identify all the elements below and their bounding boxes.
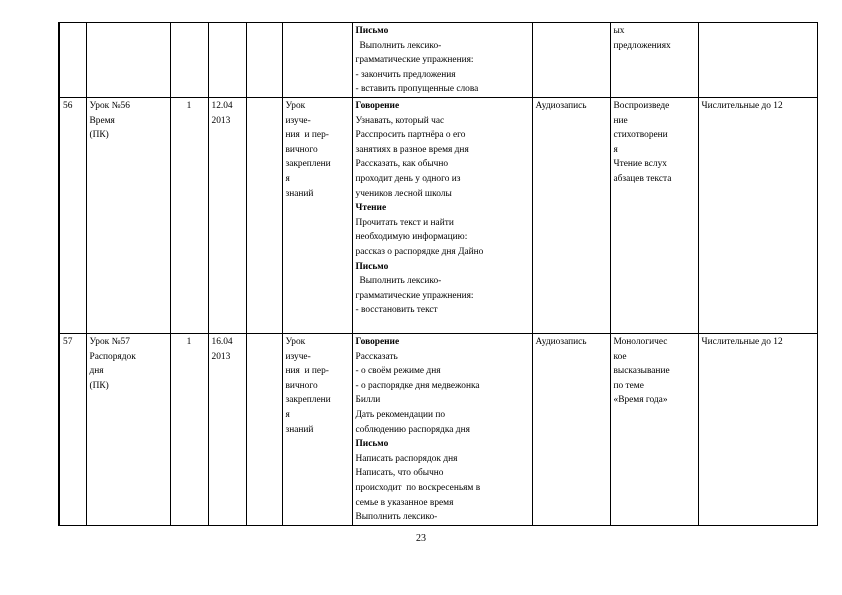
activity-line: Дать рекомендации по bbox=[355, 409, 446, 420]
materials-cell bbox=[532, 333, 610, 525]
activity-line: учеников лесной школы bbox=[355, 188, 452, 199]
hours-cell bbox=[170, 97, 208, 333]
lesson-title-line: Время bbox=[89, 115, 115, 126]
result-line: Воспроизведе bbox=[613, 100, 670, 111]
activity-line: - закончить предложения bbox=[355, 69, 456, 80]
materials-value: Аудиозапись bbox=[535, 336, 587, 347]
results-cell bbox=[610, 23, 698, 98]
lesson-type-line: Урок bbox=[285, 336, 306, 347]
control-value: Числительные до 12 bbox=[701, 336, 783, 347]
lesson-title-cell bbox=[86, 333, 170, 525]
lesson-type-cell bbox=[282, 23, 352, 98]
date-line: 2013 bbox=[211, 115, 231, 126]
result-line: кое bbox=[613, 351, 627, 362]
lesson-type-line: вичного bbox=[285, 380, 318, 391]
materials-cell bbox=[532, 97, 610, 333]
activity-line: соблюдению распорядка дня bbox=[355, 424, 470, 435]
activity-line: грамматические упражнения: bbox=[355, 55, 474, 66]
lesson-type-line: я bbox=[285, 409, 290, 420]
empty-cell bbox=[246, 333, 282, 525]
hours-value: 1 bbox=[186, 100, 192, 111]
lesson-number: 56 bbox=[63, 100, 73, 111]
table-row bbox=[59, 333, 817, 525]
activity-line: Написать, что обычно bbox=[355, 468, 444, 479]
activity-line: Прочитать текст и найти bbox=[355, 217, 454, 228]
activity-heading: Письмо bbox=[355, 261, 389, 272]
result-line: Чтение вслух bbox=[613, 159, 667, 170]
result-line: по теме bbox=[613, 380, 644, 391]
activity-line: Узнавать, который час bbox=[355, 115, 445, 126]
activity-line: Написать распорядок дня bbox=[355, 453, 458, 464]
lesson-type-line: знаний bbox=[285, 424, 314, 435]
activity-line: проходит день у одного из bbox=[355, 173, 461, 184]
date-line: 16.04 bbox=[211, 336, 233, 347]
activity-line: Расспросить партнёра о его bbox=[355, 130, 466, 141]
activity-line: происходит по воскресеньям в bbox=[355, 482, 481, 493]
control-cell bbox=[698, 97, 817, 333]
activity-line: рассказ о распорядке дня Дайно bbox=[355, 246, 484, 257]
activity-heading: Чтение bbox=[355, 203, 387, 214]
result-line: высказывание bbox=[613, 366, 670, 377]
result-line: ых bbox=[613, 26, 625, 36]
result-line: я bbox=[613, 144, 618, 155]
lesson-type-line: вичного bbox=[285, 144, 318, 155]
result-line: ние bbox=[613, 115, 628, 126]
lesson-type-line: изуче- bbox=[285, 115, 311, 126]
table-row bbox=[59, 97, 817, 333]
activity-line: - о своём режиме дня bbox=[355, 366, 441, 377]
hours-value: 1 bbox=[186, 336, 192, 347]
lesson-title-line: дня bbox=[89, 366, 104, 377]
table-row bbox=[59, 23, 817, 98]
date-cell bbox=[208, 23, 246, 98]
lesson-title-line: Урок №57 bbox=[89, 336, 130, 347]
activity-heading: Письмо bbox=[355, 439, 389, 450]
activity-line: необходимую информацию: bbox=[355, 232, 468, 243]
page-number: 23 bbox=[416, 533, 426, 544]
empty-cell bbox=[246, 23, 282, 98]
activity-heading: Говорение bbox=[355, 100, 400, 111]
activities-cell bbox=[352, 23, 532, 98]
control-value: Числительные до 12 bbox=[701, 100, 783, 111]
lesson-type-line: Урок bbox=[285, 100, 306, 111]
materials-cell bbox=[532, 23, 610, 98]
lesson-number-cell bbox=[59, 333, 86, 525]
lesson-type-line: знаний bbox=[285, 188, 314, 199]
activity-line: Выполнить лексико- bbox=[359, 276, 442, 287]
activity-line: - восстановить текст bbox=[355, 305, 438, 316]
lesson-number: 57 bbox=[63, 336, 73, 347]
lesson-type-line: закреплени bbox=[285, 395, 331, 406]
activity-line: Рассказать bbox=[355, 351, 398, 362]
lesson-type-line: ния и пер- bbox=[285, 366, 329, 377]
date-cell bbox=[208, 97, 246, 333]
activity-heading: Письмо bbox=[355, 26, 389, 36]
hours-cell bbox=[170, 333, 208, 525]
lesson-title-line: (ПК) bbox=[89, 130, 109, 141]
lesson-number-cell bbox=[59, 97, 86, 333]
activities-cell bbox=[352, 333, 532, 525]
control-cell bbox=[698, 23, 817, 98]
lesson-title-cell bbox=[86, 23, 170, 98]
activity-line: Билли bbox=[355, 395, 381, 406]
activity-line: - о распорядке дня медвежонка bbox=[355, 380, 480, 391]
date-line: 12.04 bbox=[211, 100, 233, 111]
result-line: Монологичес bbox=[613, 336, 668, 347]
lesson-type-cell bbox=[282, 97, 352, 333]
lesson-type-line: изуче- bbox=[285, 351, 311, 362]
activity-line: Выполнить лексико- bbox=[355, 512, 438, 523]
activity-line: семье в указанное время bbox=[355, 497, 454, 508]
lesson-type-line: я bbox=[285, 173, 290, 184]
lesson-title-line: Урок №56 bbox=[89, 100, 130, 111]
results-cell bbox=[610, 333, 698, 525]
lesson-plan-table bbox=[58, 22, 818, 526]
activity-line: грамматические упражнения: bbox=[355, 290, 474, 301]
lesson-title-cell bbox=[86, 97, 170, 333]
table-body bbox=[59, 23, 817, 526]
lesson-type-line: ния и пер- bbox=[285, 130, 329, 141]
activity-line: Рассказать, как обычно bbox=[355, 159, 449, 170]
activities-cell bbox=[352, 97, 532, 333]
hours-cell bbox=[170, 23, 208, 98]
date-line: 2013 bbox=[211, 351, 231, 362]
activity-heading: Говорение bbox=[355, 336, 400, 347]
result-line: абзацев текста bbox=[613, 173, 672, 184]
result-line: предложениях bbox=[613, 40, 671, 51]
empty-cell bbox=[246, 97, 282, 333]
activity-line: Выполнить лексико- bbox=[359, 40, 442, 51]
activity-line: занятиях в разное время дня bbox=[355, 144, 469, 155]
results-cell bbox=[610, 97, 698, 333]
lesson-type-line: закреплени bbox=[285, 159, 331, 170]
lesson-title-line: Распорядок bbox=[89, 351, 136, 362]
result-line: «Время года» bbox=[613, 395, 668, 406]
control-cell bbox=[698, 333, 817, 525]
date-cell bbox=[208, 333, 246, 525]
lesson-type-cell bbox=[282, 333, 352, 525]
result-line: стихотворени bbox=[613, 130, 668, 141]
lesson-title-line: (ПК) bbox=[89, 380, 109, 391]
lesson-number-cell bbox=[59, 23, 86, 98]
materials-value: Аудиозапись bbox=[535, 100, 587, 111]
activity-line: - вставить пропущенные слова bbox=[355, 84, 479, 95]
